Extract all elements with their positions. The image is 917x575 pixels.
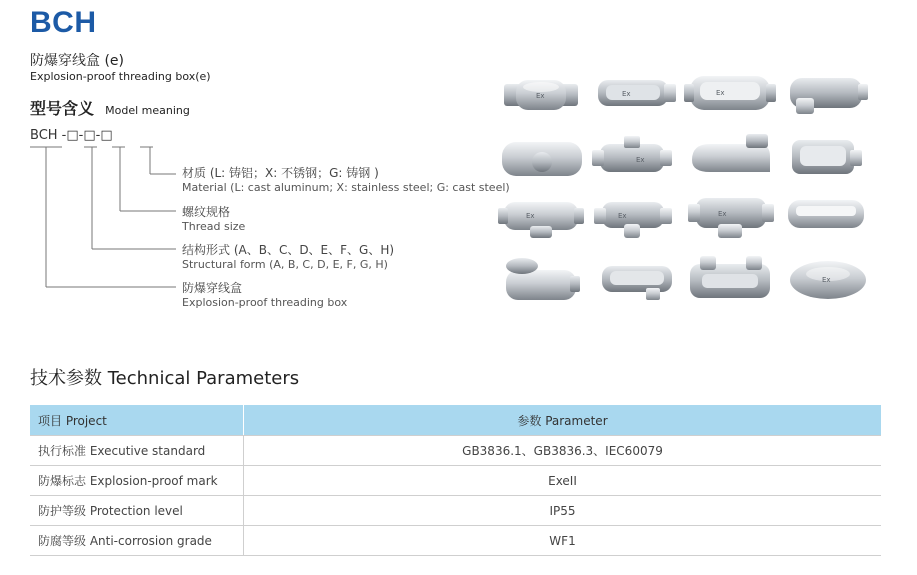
product-photo-4 bbox=[790, 78, 868, 114]
row-value: WF1 bbox=[244, 526, 882, 556]
ex-mark-6: Ex bbox=[618, 212, 627, 220]
ex-mark-2: Ex bbox=[622, 90, 631, 98]
model-heading-cn: 型号含义 bbox=[30, 99, 95, 118]
product-photo-5 bbox=[502, 142, 582, 176]
product-photo-13 bbox=[506, 258, 580, 300]
ex-mark-5: Ex bbox=[526, 212, 535, 220]
row-value: ExeII bbox=[244, 466, 882, 496]
product-photo-15 bbox=[690, 256, 770, 298]
row-value: IP55 bbox=[244, 496, 882, 526]
model-heading-en: Model meaning bbox=[105, 104, 190, 117]
product-photo-7 bbox=[692, 134, 770, 172]
brand-title: BCH bbox=[30, 6, 97, 39]
label-box-en: Explosion-proof threading box bbox=[182, 296, 348, 309]
row-label: 防护等级 Protection level bbox=[30, 496, 244, 526]
model-bracket-diagram bbox=[0, 0, 500, 320]
table-header-row bbox=[30, 405, 881, 436]
product-photo-6 bbox=[592, 136, 672, 172]
label-box-cn: 防爆穿线盒 bbox=[182, 281, 243, 295]
label-structure-en: Structural form (A, B, C, D, E, F, G, H) bbox=[182, 258, 388, 271]
product-photo-14 bbox=[602, 266, 672, 300]
ex-mark-1: Ex bbox=[536, 92, 545, 100]
product-photo-2 bbox=[598, 80, 676, 106]
row-label: 防腐等级 Anti-corrosion grade bbox=[30, 526, 244, 556]
parameters-table bbox=[30, 405, 881, 556]
product-title-cn: 防爆穿线盒 (e) bbox=[30, 53, 124, 69]
ex-mark-4: Ex bbox=[636, 156, 645, 164]
ex-mark-7: Ex bbox=[718, 210, 727, 218]
row-label: 执行标准 Executive standard bbox=[30, 436, 244, 466]
product-title-en: Explosion-proof threading box(e) bbox=[30, 70, 211, 83]
table-row bbox=[30, 436, 881, 466]
product-photo-grid bbox=[496, 70, 876, 320]
product-photo-12 bbox=[788, 200, 864, 228]
header-project: 项目 Project bbox=[30, 405, 244, 436]
header-parameter: 参数 Parameter bbox=[244, 405, 882, 436]
ex-mark-8: Ex bbox=[822, 276, 831, 284]
product-photo-10 bbox=[594, 202, 672, 238]
label-structure-cn: 结构形式 (A、B、C、D、E、F、G、H) bbox=[182, 243, 395, 257]
table-row bbox=[30, 496, 881, 526]
ex-mark-3: Ex bbox=[716, 89, 725, 97]
row-value: GB3836.1、GB3836.3、IEC60079 bbox=[244, 436, 882, 466]
product-photo-8 bbox=[792, 140, 862, 174]
product-photo-11 bbox=[688, 198, 774, 238]
label-thread-cn: 螺纹规格 bbox=[182, 205, 231, 219]
product-photos bbox=[496, 70, 876, 320]
model-code: BCH -□-□-□ bbox=[30, 128, 113, 143]
section-title: 技术参数 Technical Parameters bbox=[30, 368, 300, 389]
product-photo-9 bbox=[498, 202, 584, 238]
label-material-en: Material (L: cast aluminum; X: stainless steel; G: cast steel) bbox=[182, 181, 510, 194]
table-row bbox=[30, 526, 881, 556]
table-row bbox=[30, 466, 881, 496]
label-material-cn: 材质 (L: 铸铝；X: 不锈钢；G: 铸钢 ) bbox=[182, 166, 379, 180]
label-thread-en: Thread size bbox=[182, 220, 246, 233]
row-label: 防爆标志 Explosion-proof mark bbox=[30, 466, 244, 496]
product-photo-3 bbox=[684, 76, 776, 110]
